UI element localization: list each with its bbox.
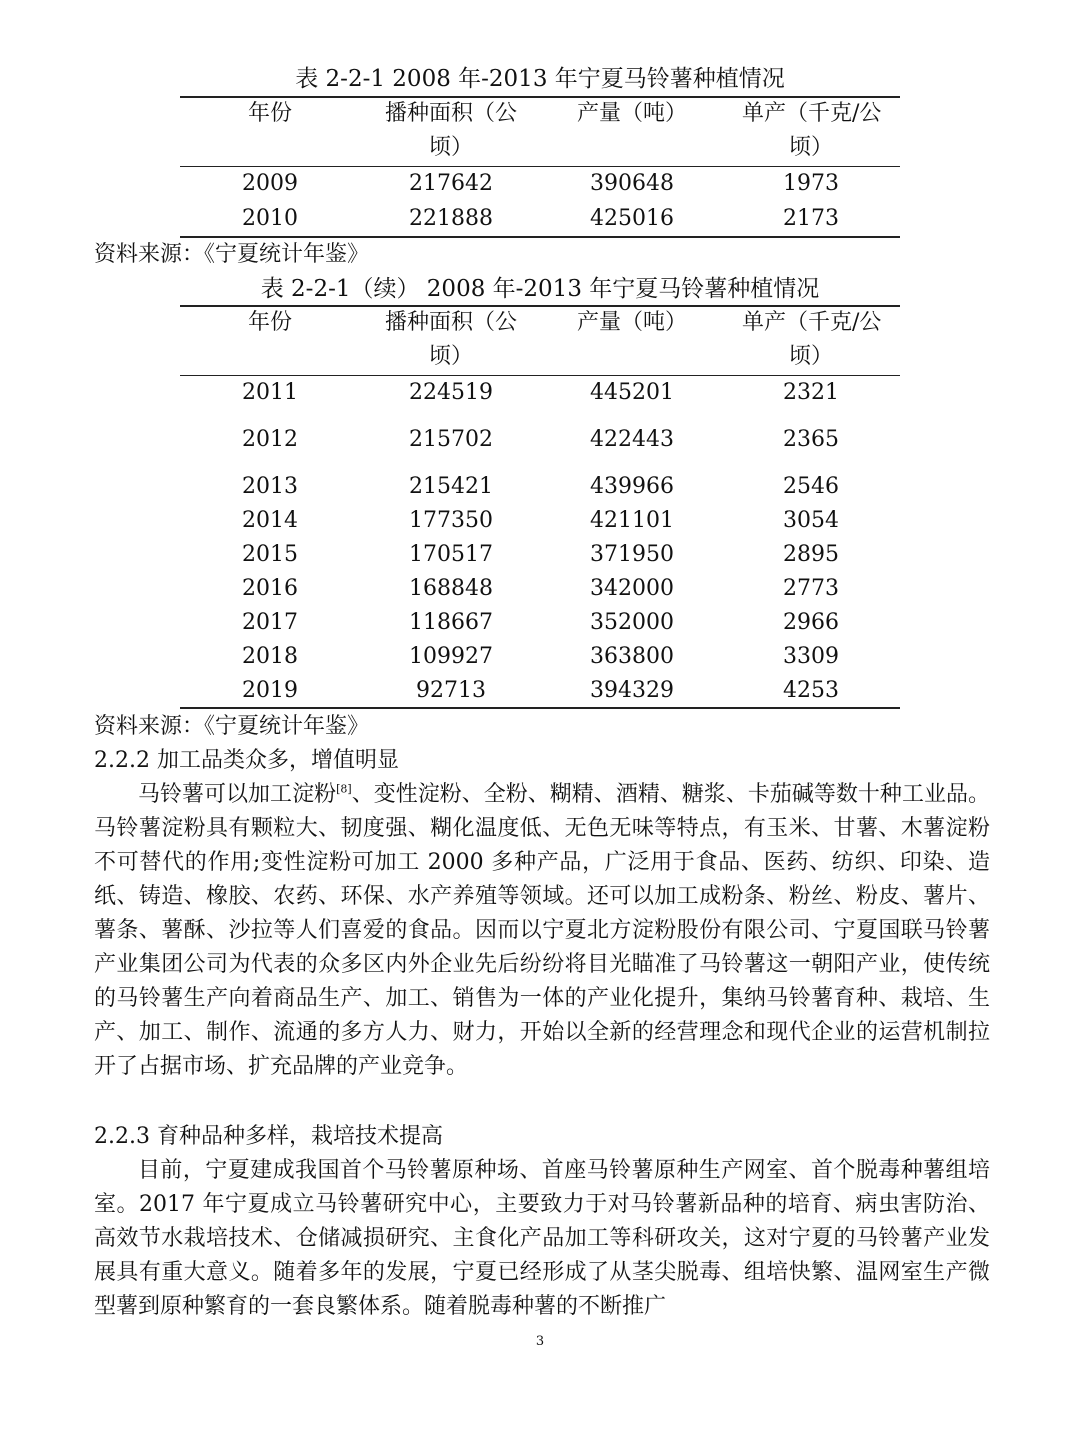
- table2-cell-output: 371950: [590, 542, 674, 567]
- table1-header-yield-cont: 顷）: [788, 135, 833, 160]
- table2-cell-area: 118667: [409, 610, 493, 635]
- table2-cell-year: 2016: [242, 576, 298, 601]
- table2-cell-output: 445201: [590, 380, 674, 405]
- table2-cell-area: 215702: [409, 427, 493, 452]
- table2-cell-output: 363800: [590, 644, 674, 669]
- page-number: 3: [535, 1334, 545, 1349]
- table1-header-area-cont: 顷）: [428, 135, 473, 160]
- table2-cell-area: 224519: [409, 380, 493, 405]
- table2-cell-yield: 4253: [783, 678, 839, 703]
- table1-header-output: 产量（吨）: [576, 101, 687, 126]
- table2-source: 资料来源：《宁夏统计年鉴》: [94, 714, 370, 739]
- table1-cell-yield: 2173: [783, 206, 839, 231]
- table2-cell-yield: 2546: [783, 474, 839, 499]
- table2-cell-year: 2015: [242, 542, 298, 567]
- table2-cell-area: 177350: [409, 508, 493, 533]
- table1-header-year: 年份: [247, 101, 292, 126]
- table2-cell-yield: 2773: [783, 576, 839, 601]
- table2-cell-year: 2013: [242, 474, 298, 499]
- paragraph-text-start: 马铃薯可以加工淀粉: [138, 782, 337, 807]
- table1-cell-year: 2009: [242, 171, 298, 196]
- table2-header-yield-cont: 顷）: [788, 344, 833, 369]
- table1-cell-yield: 1973: [783, 171, 839, 196]
- table1-header-rule: [180, 166, 900, 167]
- table2-cell-year: 2012: [242, 427, 298, 452]
- section-223-paragraph: 目前，宁夏建成我国首个马铃薯原种场、首座马铃薯原种生产网室、首个脱毒种薯组培室。2017 年宁夏成立马铃薯研究中心，主要致力于对马铃薯新品种的培育、病虫害防治、高效节水栽培技术、仓储减损研究、主食化产品加工等科研攻关，这对宁夏的马铃薯产业发展具有重大意义。随着多年的发展，宁夏已经形成了从茎尖脱毒、组培快繁、温网室生产微型薯到原种繁育的一套良繁体系。随着脱毒种薯的不断推广: [94, 1158, 990, 1319]
- table2-cell-year: 2011: [242, 380, 298, 405]
- table2-cell-yield: 3309: [783, 644, 839, 669]
- table2-cell-yield: 2321: [783, 380, 839, 405]
- table2-bottom-rule: [180, 707, 900, 709]
- citation-marker: [8]: [336, 782, 352, 796]
- table2-header-year: 年份: [247, 310, 292, 335]
- table2-header-area-cont: 顷）: [428, 344, 473, 369]
- table2-cell-year: 2014: [242, 508, 298, 533]
- table2-cell-yield: 2895: [783, 542, 839, 567]
- table2-cell-year: 2019: [242, 678, 298, 703]
- table2-cell-year: 2017: [242, 610, 298, 635]
- table1-header-yield: 单产（千克/公: [742, 101, 882, 126]
- table2-cell-yield: 2966: [783, 610, 839, 635]
- table2-cell-yield: 2365: [783, 427, 839, 452]
- section-223-heading: 2.2.3 育种品种多样，栽培技术提高: [94, 1124, 443, 1149]
- table2-cell-year: 2018: [242, 644, 298, 669]
- table1-cell-area: 221888: [409, 206, 493, 231]
- table2-cell-area: 109927: [409, 644, 493, 669]
- table2-header-area: 播种面积（公: [384, 310, 517, 335]
- table2-cell-area: 215421: [409, 474, 493, 499]
- table1-caption: 表 2-2-1 2008 年-2013 年宁夏马铃薯种植情况: [295, 66, 785, 92]
- table2-cell-area: 170517: [409, 542, 493, 567]
- table2-header-yield: 单产（千克/公: [742, 310, 882, 335]
- table2-caption: 表 2-2-1（续） 2008 年-2013 年宁夏马铃薯种植情况: [260, 276, 820, 302]
- table2-cell-yield: 3054: [783, 508, 839, 533]
- table2-cell-output: 439966: [590, 474, 674, 499]
- table2-header-rule: [180, 375, 900, 376]
- table1-bottom-rule: [180, 236, 900, 238]
- table2-cell-output: 422443: [590, 427, 674, 452]
- table1-cell-area: 217642: [409, 171, 493, 196]
- table2-cell-area: 168848: [409, 576, 493, 601]
- table2-cell-area: 92713: [416, 678, 486, 703]
- table2-cell-output: 352000: [590, 610, 674, 635]
- table1-cell-year: 2010: [242, 206, 298, 231]
- table2-header-output: 产量（吨）: [576, 310, 687, 335]
- table2-cell-output: 394329: [590, 678, 674, 703]
- table1-source: 资料来源：《宁夏统计年鉴》: [94, 242, 370, 267]
- table2-cell-output: 342000: [590, 576, 674, 601]
- table1-cell-output: 425016: [590, 206, 674, 231]
- table1-header-area: 播种面积（公: [384, 101, 517, 126]
- table2-cell-output: 421101: [590, 508, 674, 533]
- paragraph-text-rest: 、变性淀粉、全粉、糊精、酒精、糖浆、卡茄碱等数十种工业品。马铃薯淀粉具有颗粒大、韧度强、糊化温度低、无色无味等特点，有玉米、甘薯、木薯淀粉不可替代的作用;变性淀粉可加工 2000 多种产品，广泛用于食品、医药、纺织、印染、造纸、铸造、橡胶、农药、环保、水产养殖等领域。还可以加工成粉条、粉丝、粉皮、薯片、薯条、薯酥、沙拉等人们喜爱的食品。因而以宁夏北方淀粉股份有限公司、宁夏国联马铃薯产业集团公司为代表的众多区内外企业先后纷纷将目光瞄准了马铃薯这一朝阳产业，使传统的马铃薯生产向着商品生产、加工、销售为一体的产业化提升，集纳马铃薯育种、栽培、生产、加工、制作、流通的多方人力、财力，开始以全新的经营理念和现代企业的运营机制拉开了占据市场、扩充品牌的产业竞争。: [94, 782, 990, 1079]
- table1-cell-output: 390648: [590, 171, 674, 196]
- section-222-paragraph: [94, 778, 990, 1084]
- section-222-heading: 2.2.2 加工品类众多，增值明显: [94, 748, 399, 773]
